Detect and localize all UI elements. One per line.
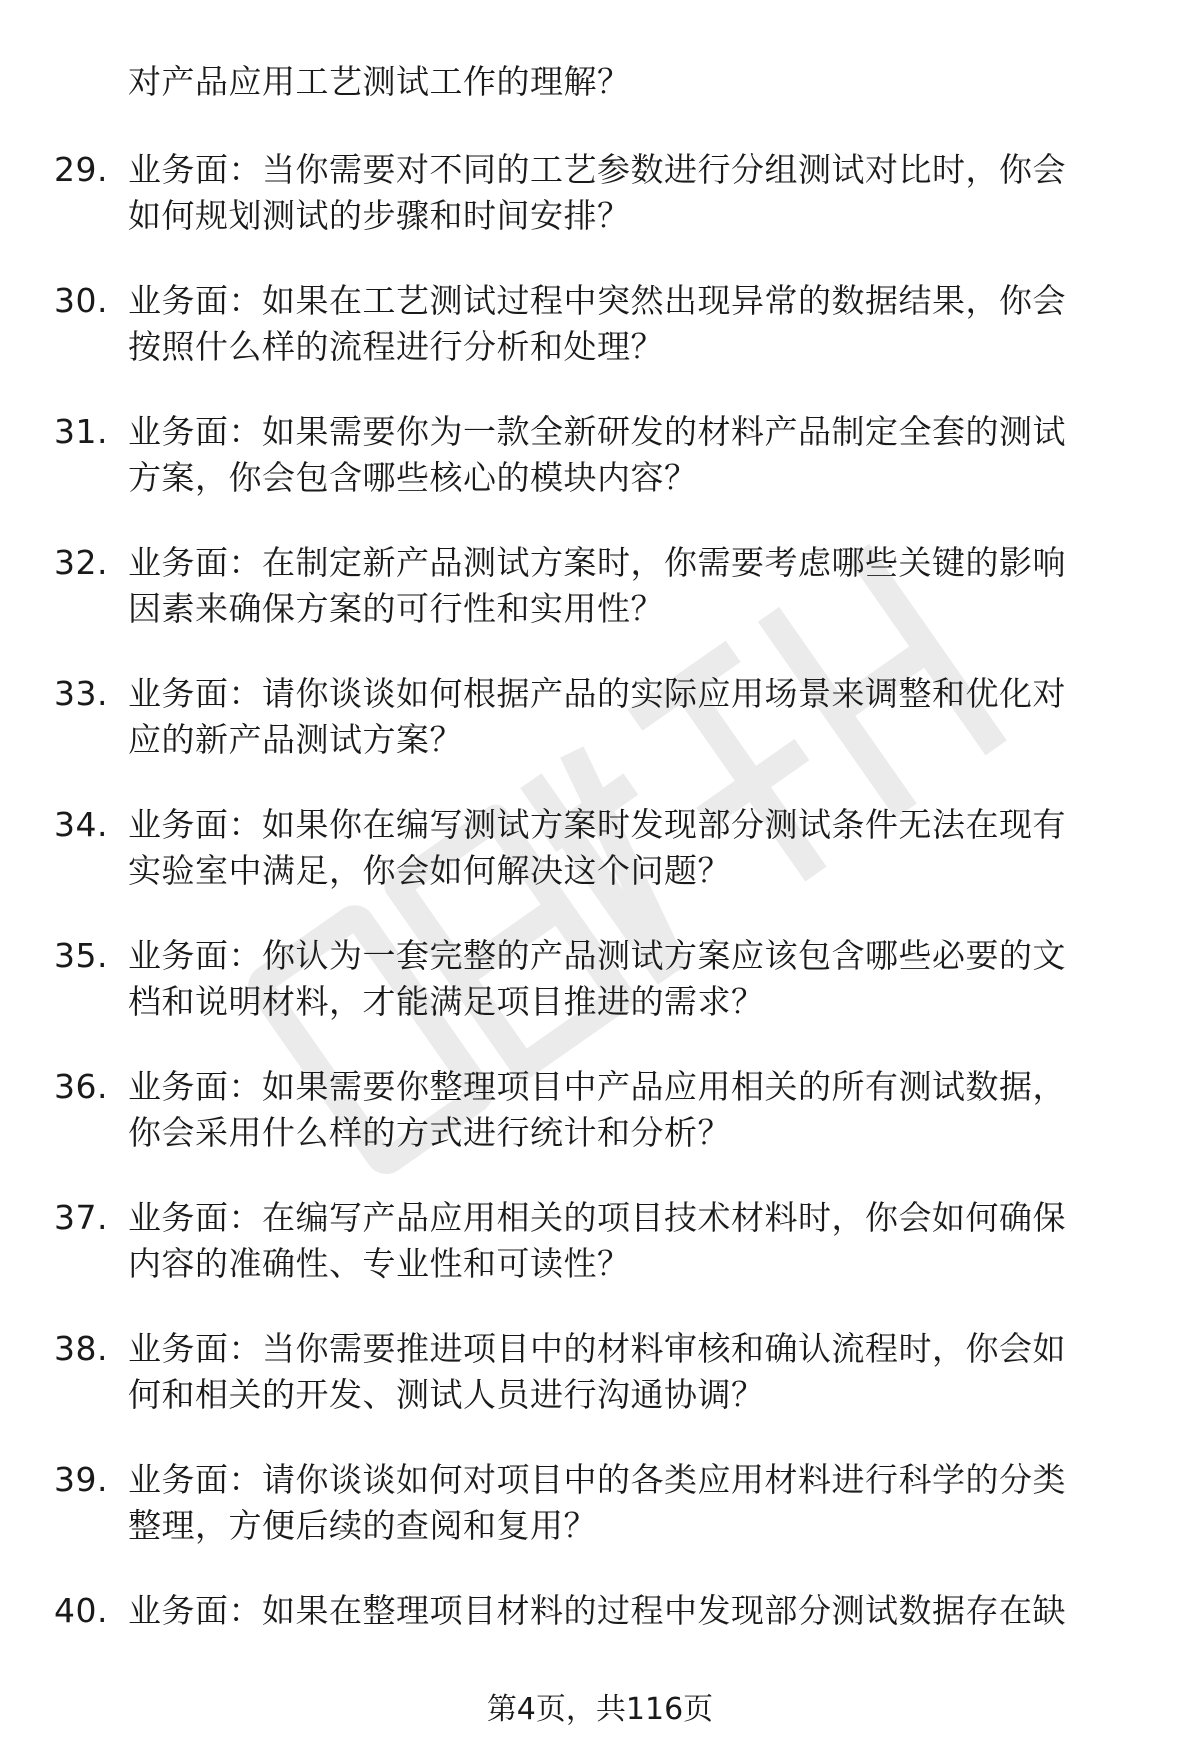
continued-question-text: 对产品应用工艺测试工作的理解？ <box>128 62 631 101</box>
question-text-line2: 实验室中满足，你会如何解决这个问题？ <box>128 851 731 890</box>
question-text-line2: 整理，方便后续的查阅和复用？ <box>128 1506 597 1545</box>
question-text-line2: 如何规划测试的步骤和时间安排？ <box>128 196 631 235</box>
question-text-line1: 业务面：请你谈谈如何根据产品的实际应用场景来调整和优化对 <box>128 674 1066 713</box>
question-text-line1: 业务面：如果在整理项目材料的过程中发现部分测试数据存在缺 <box>128 1591 1066 1630</box>
question-item <box>0 1577 1200 1708</box>
question-item <box>0 791 1200 922</box>
question-item <box>0 922 1200 1053</box>
question-text-line1: 业务面：你认为一套完整的产品测试方案应该包含哪些必要的文 <box>128 936 1066 975</box>
question-text-line1: 业务面：如果需要你为一款全新研发的材料产品制定全套的测试 <box>128 412 1066 451</box>
question-number: 30. <box>54 281 108 320</box>
question-item <box>0 1315 1200 1446</box>
question-number: 40. <box>54 1591 108 1630</box>
question-number: 31. <box>54 412 108 451</box>
question-number: 38. <box>54 1329 108 1368</box>
question-text-line1: 业务面：请你谈谈如何对项目中的各类应用材料进行科学的分类 <box>128 1460 1066 1499</box>
question-item <box>0 529 1200 660</box>
question-text-line1: 业务面：在编写产品应用相关的项目技术材料时，你会如何确保 <box>128 1198 1066 1237</box>
question-number: 35. <box>54 936 108 975</box>
question-text-line2: 档和说明材料，才能满足项目推进的需求？ <box>128 982 765 1021</box>
question-text-line1: 业务面：如果你在编写测试方案时发现部分测试条件无法在现有 <box>128 805 1066 844</box>
question-text-line1: 业务面：如果需要你整理项目中产品应用相关的所有测试数据， <box>128 1067 1066 1106</box>
question-text-line2: 方案，你会包含哪些核心的模块内容？ <box>128 458 698 497</box>
page-footer: 第4页，共116页 <box>486 1692 714 1727</box>
question-number: 37. <box>54 1198 108 1237</box>
question-text-line2: 何和相关的开发、测试人员进行沟通协调？ <box>128 1375 765 1414</box>
question-text-line1: 业务面：当你需要推进项目中的材料审核和确认流程时，你会如 <box>128 1329 1066 1368</box>
question-number: 32. <box>54 543 108 582</box>
question-number: 29. <box>54 150 108 189</box>
question-item <box>0 660 1200 791</box>
question-item <box>0 136 1200 267</box>
question-item <box>0 398 1200 529</box>
question-number: 36. <box>54 1067 108 1106</box>
question-number: 34. <box>54 805 108 844</box>
question-text-line2: 应的新产品测试方案？ <box>128 720 463 759</box>
question-item <box>0 1053 1200 1184</box>
question-item <box>0 1446 1200 1577</box>
question-text-line2: 内容的准确性、专业性和可读性？ <box>128 1244 631 1283</box>
question-number: 33. <box>54 674 108 713</box>
question-text-line2: 因素来确保方案的可行性和实用性？ <box>128 589 664 628</box>
question-item <box>0 267 1200 398</box>
question-number: 39. <box>54 1460 108 1499</box>
question-list <box>0 136 1200 1708</box>
question-text-line1: 业务面：如果在工艺测试过程中突然出现异常的数据结果，你会 <box>128 281 1066 320</box>
question-text-line1: 业务面：在制定新产品测试方案时，你需要考虑哪些关键的影响 <box>128 543 1066 582</box>
question-text-line2: 按照什么样的流程进行分析和处理？ <box>128 327 664 366</box>
question-text-line2: 你会采用什么样的方式进行统计和分析？ <box>128 1113 731 1152</box>
question-text-line1: 业务面：当你需要对不同的工艺参数进行分组测试对比时，你会 <box>128 150 1066 189</box>
question-item <box>0 1184 1200 1315</box>
